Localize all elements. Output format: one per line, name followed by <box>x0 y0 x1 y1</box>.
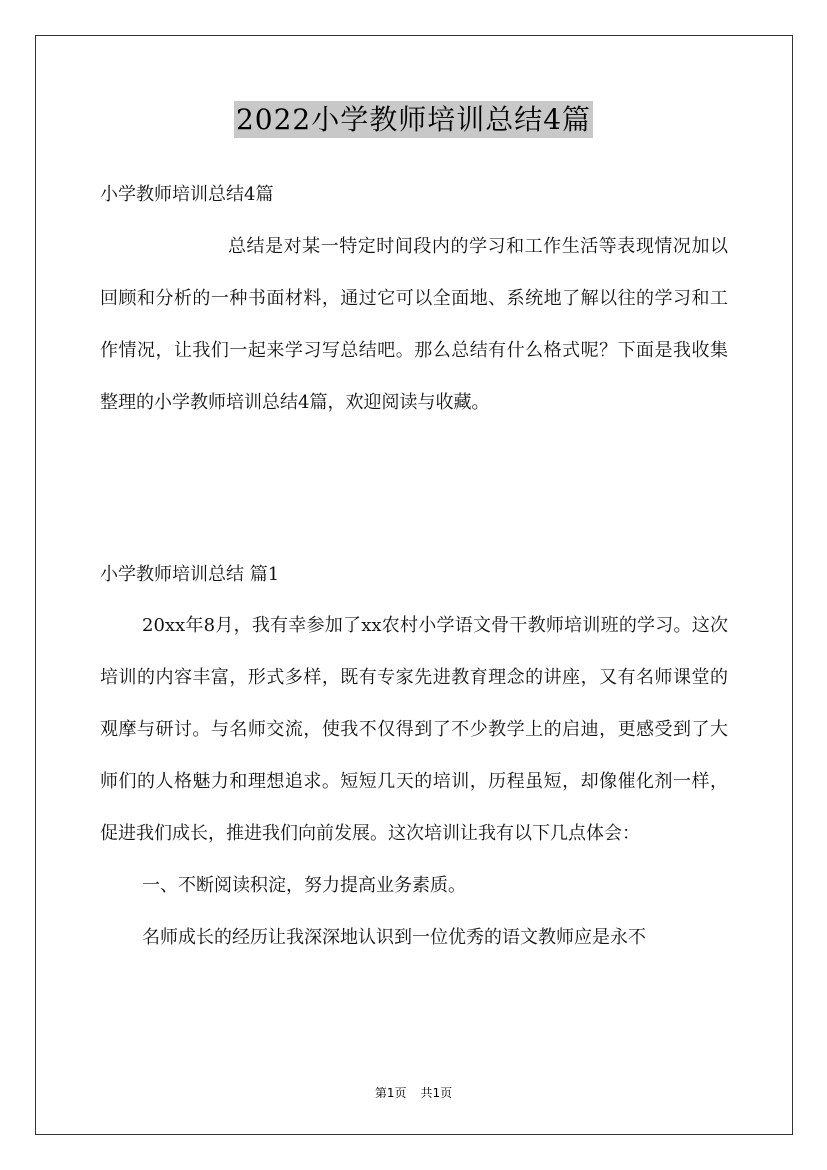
intro-paragraph: 总结是对某一特定时间段内的学习和工作生活等表现情况加以回顾和分析的一种书面材料，通过它可以全面地、系统地了解以往的学习和工作情况，让我们一起来学习写总结吧。那么总结有什么格式呢？下面是我收集整理的小学教师培训总结4篇，欢迎阅读与收藏。 <box>100 236 728 413</box>
body-paragraph: 20xx年8月，我有幸参加了xx农村小学语文骨干教师培训班的学习。这次培训的内容丰富，形式多样，既有专家先进教育理念的讲座，又有名师课堂的观摩与研讨。与名师交流，使我不仅得到了不少教学上的启迪，更感受到了大师们的人格魅力和理想追求。短短几天的培训，历程虽短，却像催化剂一样，促进我们成长，推进我们向前发展。这次培训让我有以下几点体会： <box>100 615 728 844</box>
page-number: 第1页 <box>374 1086 407 1100</box>
section-body <box>100 600 728 964</box>
document-title-text: 2022小学教师培训总结4篇 <box>235 103 592 136</box>
page-footer <box>0 1084 827 1101</box>
document-title <box>0 98 827 138</box>
section-heading: 小学教师培训总结 篇1 <box>100 564 280 585</box>
body-paragraph: 一、不断阅读积淀，努力提高业务素质。 <box>142 875 466 896</box>
document-subtitle: 小学教师培训总结4篇 <box>100 184 274 205</box>
body-paragraph: 名师成长的经历让我深深地认识到一位优秀的语文教师应是永不 <box>142 927 646 948</box>
page-total: 共1页 <box>420 1086 453 1100</box>
